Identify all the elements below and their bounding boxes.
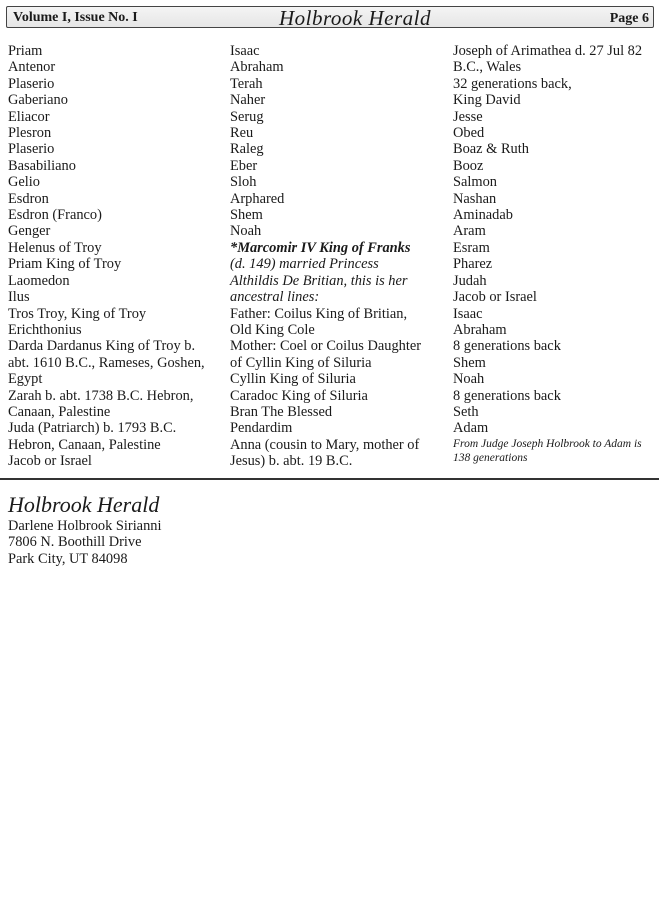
list-item: Salmon [453, 174, 497, 191]
list-item: Juda (Patriarch) b. 1793 B.C. [8, 420, 177, 437]
list-item: Noah [230, 223, 262, 240]
list-item: Jacob or Israel [453, 289, 537, 306]
list-item: Canaan, Palestine [8, 403, 111, 420]
city-state-zip: Park City, UT 84098 [8, 550, 128, 567]
editor-name: Darlene Holbrook Sirianni [8, 518, 162, 534]
list-item: Pharez [453, 256, 493, 273]
list-item: Gaberiano [8, 92, 68, 109]
page-header [6, 6, 654, 28]
list-item: Caradoc King of Siluria [230, 387, 368, 404]
genealogy-column-2 [230, 43, 448, 470]
list-item: Helenus of Troy [8, 239, 102, 256]
list-item: Raleg [230, 141, 264, 158]
list-item: Boaz & Ruth [453, 141, 529, 158]
list-item: Erichthonius [8, 321, 82, 338]
list-item: Abraham [230, 59, 284, 76]
list-item: Priam [8, 43, 43, 59]
list-item: Serug [230, 108, 264, 125]
list-item: King David [453, 92, 521, 109]
list-item: Obed [453, 125, 485, 142]
street-address: 7806 N. Boothill Drive [8, 534, 142, 551]
list-item: Isaac [230, 43, 260, 59]
list-item: Esdron (Franco) [8, 207, 102, 224]
list-item: Sloh [230, 174, 257, 191]
list-item: 32 generations back, [453, 75, 572, 92]
list-item: Booz [453, 157, 484, 174]
list-item: Anna (cousin to Mary, mother of [230, 436, 420, 453]
list-item: Hebron, Canaan, Palestine [8, 436, 161, 453]
list-item: Mother: Coel or Coilus Daughter [230, 338, 422, 355]
list-item: Plaserio [8, 75, 55, 92]
marcomir-note-line: (d. 149) married Princess [230, 256, 379, 273]
list-item: Jesse [453, 108, 483, 125]
marcomir-note-line: Althildis De Britian, this is her [230, 272, 408, 289]
list-item: abt. 1610 B.C., Rameses, Goshen, [8, 354, 205, 371]
list-item: Aminadab [453, 207, 513, 224]
list-item: Gelio [8, 174, 40, 191]
list-item: Eber [230, 157, 258, 174]
newsletter-title: Holbrook Herald [279, 6, 431, 30]
marcomir-heading: *Marcomir IV King of Franks [230, 239, 411, 256]
list-item: Aram [453, 223, 486, 240]
list-item: 8 generations back [453, 338, 561, 355]
list-item: Nashan [453, 190, 497, 207]
list-item: Reu [230, 125, 254, 142]
list-item: Esram [453, 239, 490, 256]
marcomir-note-line: ancestral lines: [230, 289, 320, 306]
list-item: Isaac [453, 305, 483, 322]
list-item: Jesus) b. abt. 19 B.C. [230, 453, 353, 470]
list-item: Esdron [8, 190, 49, 207]
list-item: Laomedon [8, 272, 70, 289]
genealogy-column-1 [8, 43, 223, 470]
generations-note: From Judge Joseph Holbrook to Adam is [453, 437, 642, 450]
list-item: Zarah b. abt. 1738 B.C. Hebron, [8, 387, 194, 404]
list-item: Father: Coilus King of Britian, [230, 305, 408, 322]
mailing-block [8, 493, 161, 567]
genealogy-column-3 [453, 43, 653, 465]
list-item: Noah [453, 371, 485, 388]
list-item: Abraham [453, 321, 507, 338]
list-item: Judah [453, 272, 487, 289]
list-item: B.C., Wales [453, 59, 522, 76]
volume-issue: Volume I, Issue No. I [13, 10, 138, 25]
list-item: Seth [453, 403, 479, 420]
list-item: Eliacor [8, 108, 50, 125]
page-number: Page 6 [609, 11, 649, 26]
list-item: Priam King of Troy [8, 256, 122, 273]
list-item: Tros Troy, King of Troy [8, 305, 147, 322]
list-item: Adam [453, 420, 489, 437]
list-item: Plesron [8, 125, 52, 142]
list-item: Bran The Blessed [230, 403, 333, 420]
list-item: Naher [230, 92, 266, 109]
list-item: Antenor [8, 59, 56, 76]
list-item: Darda Dardanus King of Troy b. [8, 338, 196, 355]
generations-note: 138 generations [453, 451, 528, 464]
section-divider [0, 478, 659, 480]
list-item: Shem [453, 354, 486, 371]
list-item: of Cyllin King of Siluria [230, 354, 372, 371]
list-item: Cyllin King of Siluria [230, 371, 356, 388]
list-item: Jacob or Israel [8, 453, 92, 470]
list-item: Old King Cole [230, 321, 315, 338]
list-item: Arphared [230, 190, 285, 207]
list-item: Basabiliano [8, 157, 76, 174]
list-item: Egypt [8, 371, 43, 388]
list-item: Terah [230, 75, 263, 92]
list-item: Ilus [8, 289, 30, 306]
list-item: Shem [230, 207, 263, 224]
footer-title: Holbrook Herald [8, 492, 160, 517]
list-item: Joseph of Arimathea d. 27 Jul 82 [453, 43, 643, 59]
list-item: 8 generations back [453, 387, 561, 404]
list-item: Pendardim [230, 420, 293, 437]
list-item: Plaserio [8, 141, 55, 158]
list-item: Genger [8, 223, 51, 240]
